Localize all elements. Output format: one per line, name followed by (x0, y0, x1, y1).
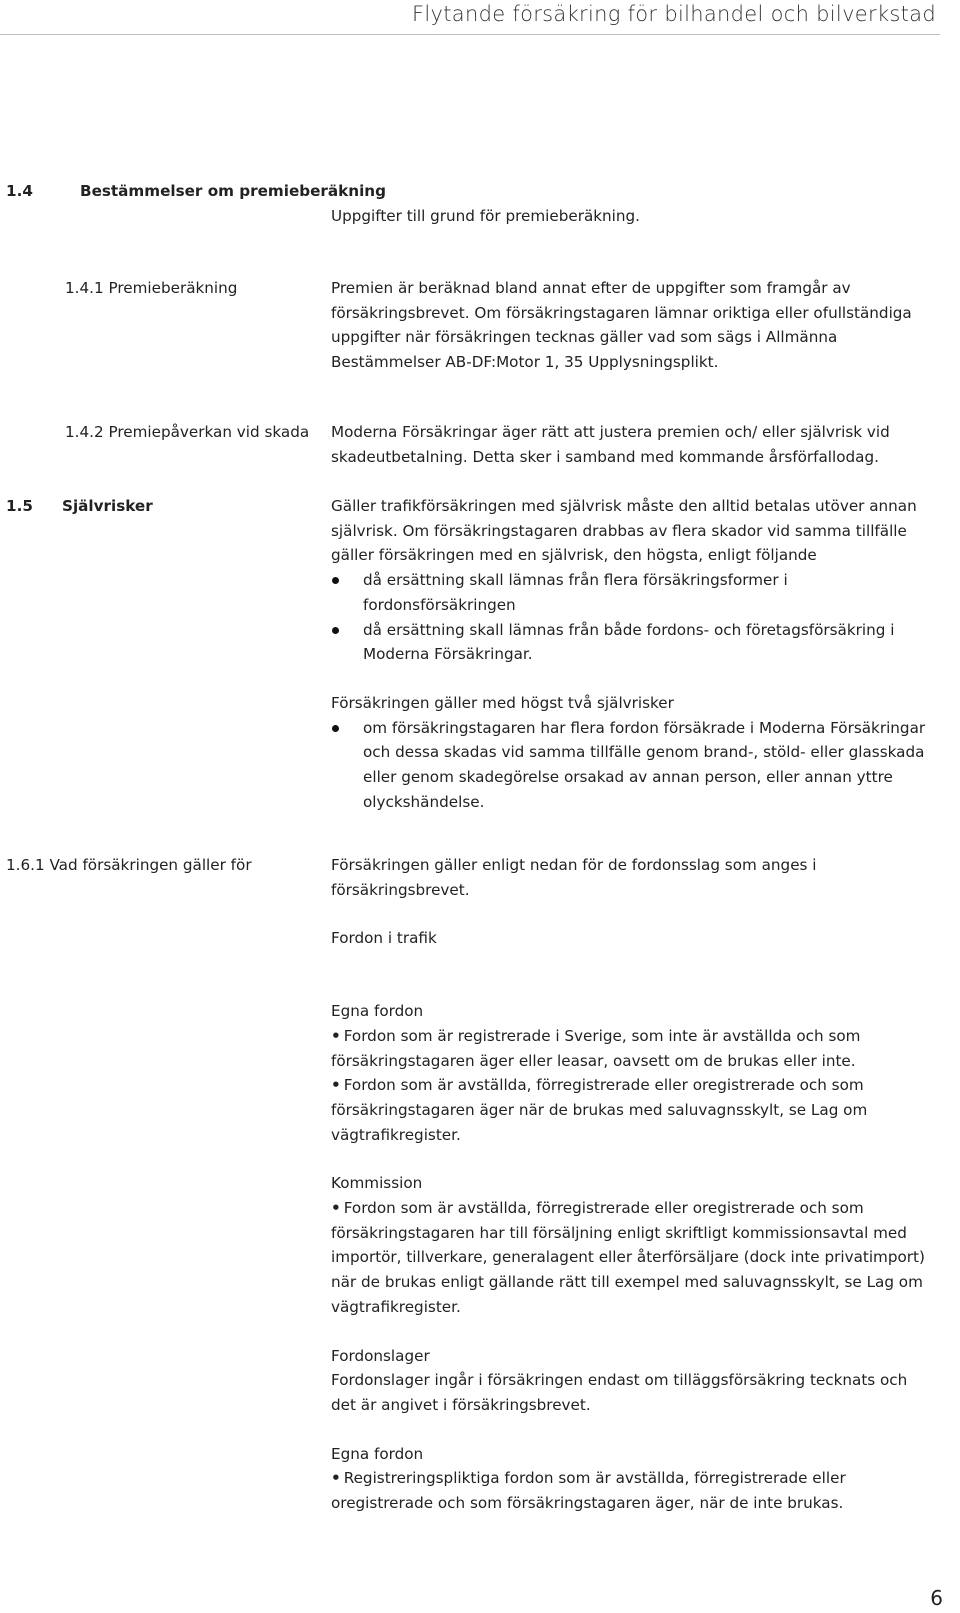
subsection-label-1-4-2: 1.4.2 Premiepåverkan vid skada (65, 423, 310, 441)
list-item: • Registreringspliktiga fordon som är avställda, förregistrerade eller oregistrerade och som försäkringstagaren äger, när de inte brukas. (331, 1469, 846, 1513)
kommission-heading: Kommission (331, 1174, 423, 1193)
list-item: då ersättning skall lämnas från både fordons- och företagsförsäkring i Moderna Försäkringar. (331, 618, 949, 667)
section-number-1-5: 1.5 (6, 497, 33, 515)
list-item: då ersättning skall lämnas från flera försäkringsformer i fordonsförsäkringen (331, 568, 949, 617)
list-item: om försäkringstagaren har flera fordon försäkrade i Moderna Försäkringar och dessa skadas vid samma tillfälle genom brand-, stöld- eller glasskada eller genom skadegörelse orsakad av annan person, eller annan yttre olyckshändelse. (331, 716, 949, 815)
body-line: Fordonslager ingår i försäkringen endast om tilläggsförsäkring tecknats och (331, 1371, 908, 1390)
egna-fordon-heading-2: Egna fordon (331, 1444, 424, 1463)
bullet-icon: • (331, 1199, 341, 1218)
egna-fordon-list-2 (331, 1466, 949, 1515)
subsection-label-1-6-1: 1.6.1 Vad försäkringen gäller för (6, 856, 252, 874)
body-line: självrisk. Om försäkringstagaren drabbas av flera skador vid samma tillfälle (331, 521, 907, 540)
section-title-1-4: Bestämmelser om premieberäkning (80, 182, 386, 200)
body-line: Premien är beräknad bland annat efter de uppgifter som framgår av (331, 279, 851, 297)
body-line: försäkringsbrevet. Om försäkringstagaren lämnar oriktiga eller ofullständiga (331, 303, 912, 322)
list-item: • Fordon som är registrerade i Sverige, som inte är avställda och som försäkringstagaren äger eller leasar, oavsett om de brukas eller inte. (331, 1026, 861, 1070)
section-subtitle-1-4: Uppgifter till grund för premieberäkning. (331, 207, 640, 225)
body-line: försäkringsbrevet. (331, 880, 470, 899)
subsection-body-1-4-2 (331, 420, 949, 469)
list-item: • Fordon som är avställda, förregistrerade eller oregistrerade och som försäkringstagaren äger när de brukas med saluvagnsskylt, se Lag om vägtrafikregister. (331, 1076, 868, 1144)
header-divider (0, 34, 940, 35)
body-line: det är angivet i försäkringsbrevet. (331, 1395, 591, 1414)
egna-fordon-heading: Egna fordon (331, 1002, 424, 1021)
body-line: Bestämmelser AB-DF:Motor 1, 35 Upplysningsplikt. (331, 353, 719, 372)
body-line: Försäkringen gäller enligt nedan för de fordonsslag som anges i (331, 856, 817, 874)
body-line: gäller försäkringen med en självrisk, den högsta, enligt följande (331, 546, 817, 565)
subsection-body-1-6-1 (331, 853, 949, 1516)
body-line: uppgifter när försäkringen tecknas gäller vad som sägs i Allmänna (331, 328, 838, 347)
section-number-1-4: 1.4 (6, 182, 33, 200)
fordonslager-heading: Fordonslager (331, 1346, 430, 1365)
bullet-icon: • (331, 1076, 341, 1095)
deductible-bullet-list (331, 568, 949, 667)
fordon-i-trafik-heading: Fordon i trafik (331, 929, 437, 948)
body-line: Försäkringen gäller med högst två självrisker (331, 693, 674, 712)
two-deductibles-bullet-list (331, 716, 949, 815)
body-line: skadeutbetalning. Detta sker i samband med kommande årsförfallodag. (331, 447, 879, 466)
egna-fordon-list (331, 1024, 949, 1148)
section-title-1-5: Självrisker (62, 497, 153, 515)
section-body-1-5 (331, 494, 949, 814)
list-item: • Fordon som är avställda, förregistrerade eller oregistrerade och som försäkringstagaren har till försäljning enligt skriftligt kommissionsavtal med importör, tillverkare, generalagent eller återförsäljare (dock inte privatimport) när de brukas enligt gällande rätt till exempel med saluvagnsskylt, se Lag om vägtrafikregister. (331, 1199, 925, 1316)
kommission-list (331, 1196, 949, 1320)
subsection-label-1-4-1: 1.4.1 Premieberäkning (65, 279, 238, 297)
subsection-body-1-4-1 (331, 276, 949, 375)
bullet-icon: • (331, 1469, 341, 1488)
body-line: Gäller trafikförsäkringen med självrisk måste den alltid betalas utöver annan (331, 497, 917, 515)
page-number: 6 (930, 1586, 943, 1610)
body-line: Moderna Försäkringar äger rätt att justera premien och/ eller självrisk vid (331, 423, 890, 441)
bullet-icon: • (331, 1026, 341, 1045)
running-header-title: Flytande försäkring för bilhandel och bilverkstad (412, 2, 936, 26)
